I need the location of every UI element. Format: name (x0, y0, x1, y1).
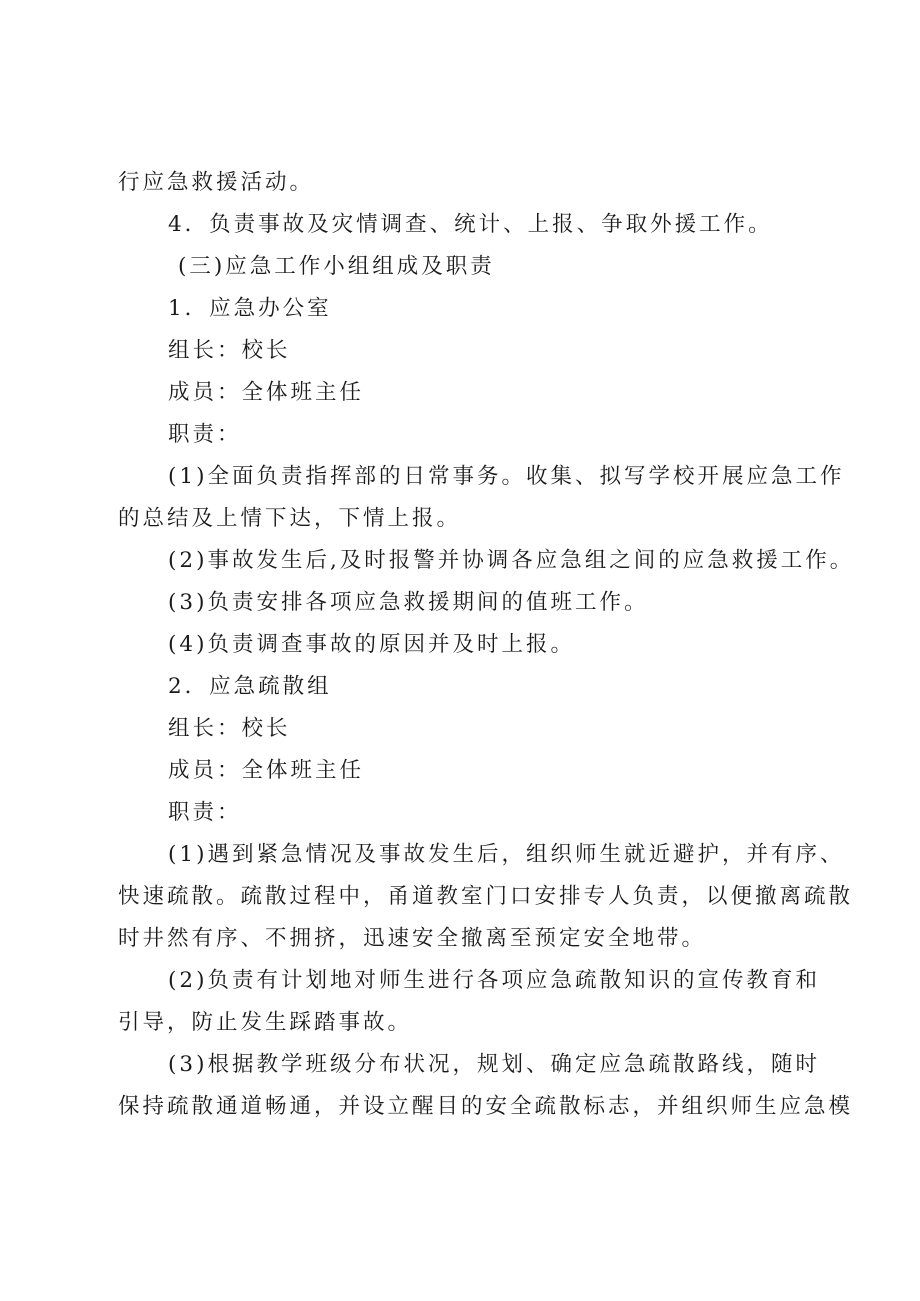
subsection-heading: 2．应急疏散组 (168, 674, 332, 699)
text-line: 职责： (168, 422, 242, 447)
text-line: (3)根据教学班级分布状况，规划、确定应急疏散路线，随时 (168, 1052, 820, 1077)
text-line: 职责： (168, 800, 242, 825)
subsection-heading: 1．应急办公室 (168, 296, 332, 321)
text-line: 成员：全体班主任 (168, 380, 365, 405)
text-line: 引导，防止发生踩踏事故。 (118, 1010, 413, 1035)
text-line: (1)遇到紧急情况及事故发生后，组织师生就近避护，并有序、 (168, 842, 845, 867)
text-line: (1)全面负责指挥部的日常事务。收集、拟写学校开展应急工作 (168, 464, 845, 489)
text-line: 行应急救援活动。 (118, 170, 315, 195)
text-line: 保持疏散通道畅通，并设立醒目的安全疏散标志，并组织师生应急模 (118, 1094, 854, 1119)
text-line: 组长：校长 (168, 716, 291, 741)
text-line: 成员：全体班主任 (168, 758, 365, 783)
text-line: 4．负责事故及灾情调查、统计、上报、争取外援工作。 (168, 212, 773, 237)
text-line: 的总结及上情下达，下情上报。 (118, 506, 462, 531)
text-line: 组长：校长 (168, 338, 291, 363)
text-line: 快速疏散。疏散过程中，甬道教室门口安排专人负责，以便撤离疏散 (118, 884, 854, 909)
text-line: 时井然有序、不拥挤，迅速安全撤离至预定安全地带。 (118, 926, 707, 951)
text-line: (4)负责调查事故的原因并及时上报。 (168, 632, 575, 657)
section-heading: (三)应急工作小组组成及职责 (178, 254, 495, 279)
text-line: (2)负责有计划地对师生进行各项应急疏散知识的宣传教育和 (168, 968, 820, 993)
text-line: (2)事故发生后,及时报警并协调各应急组之间的应急救援工作。 (168, 548, 855, 573)
text-line: (3)负责安排各项应急救援期间的值班工作。 (168, 590, 649, 615)
